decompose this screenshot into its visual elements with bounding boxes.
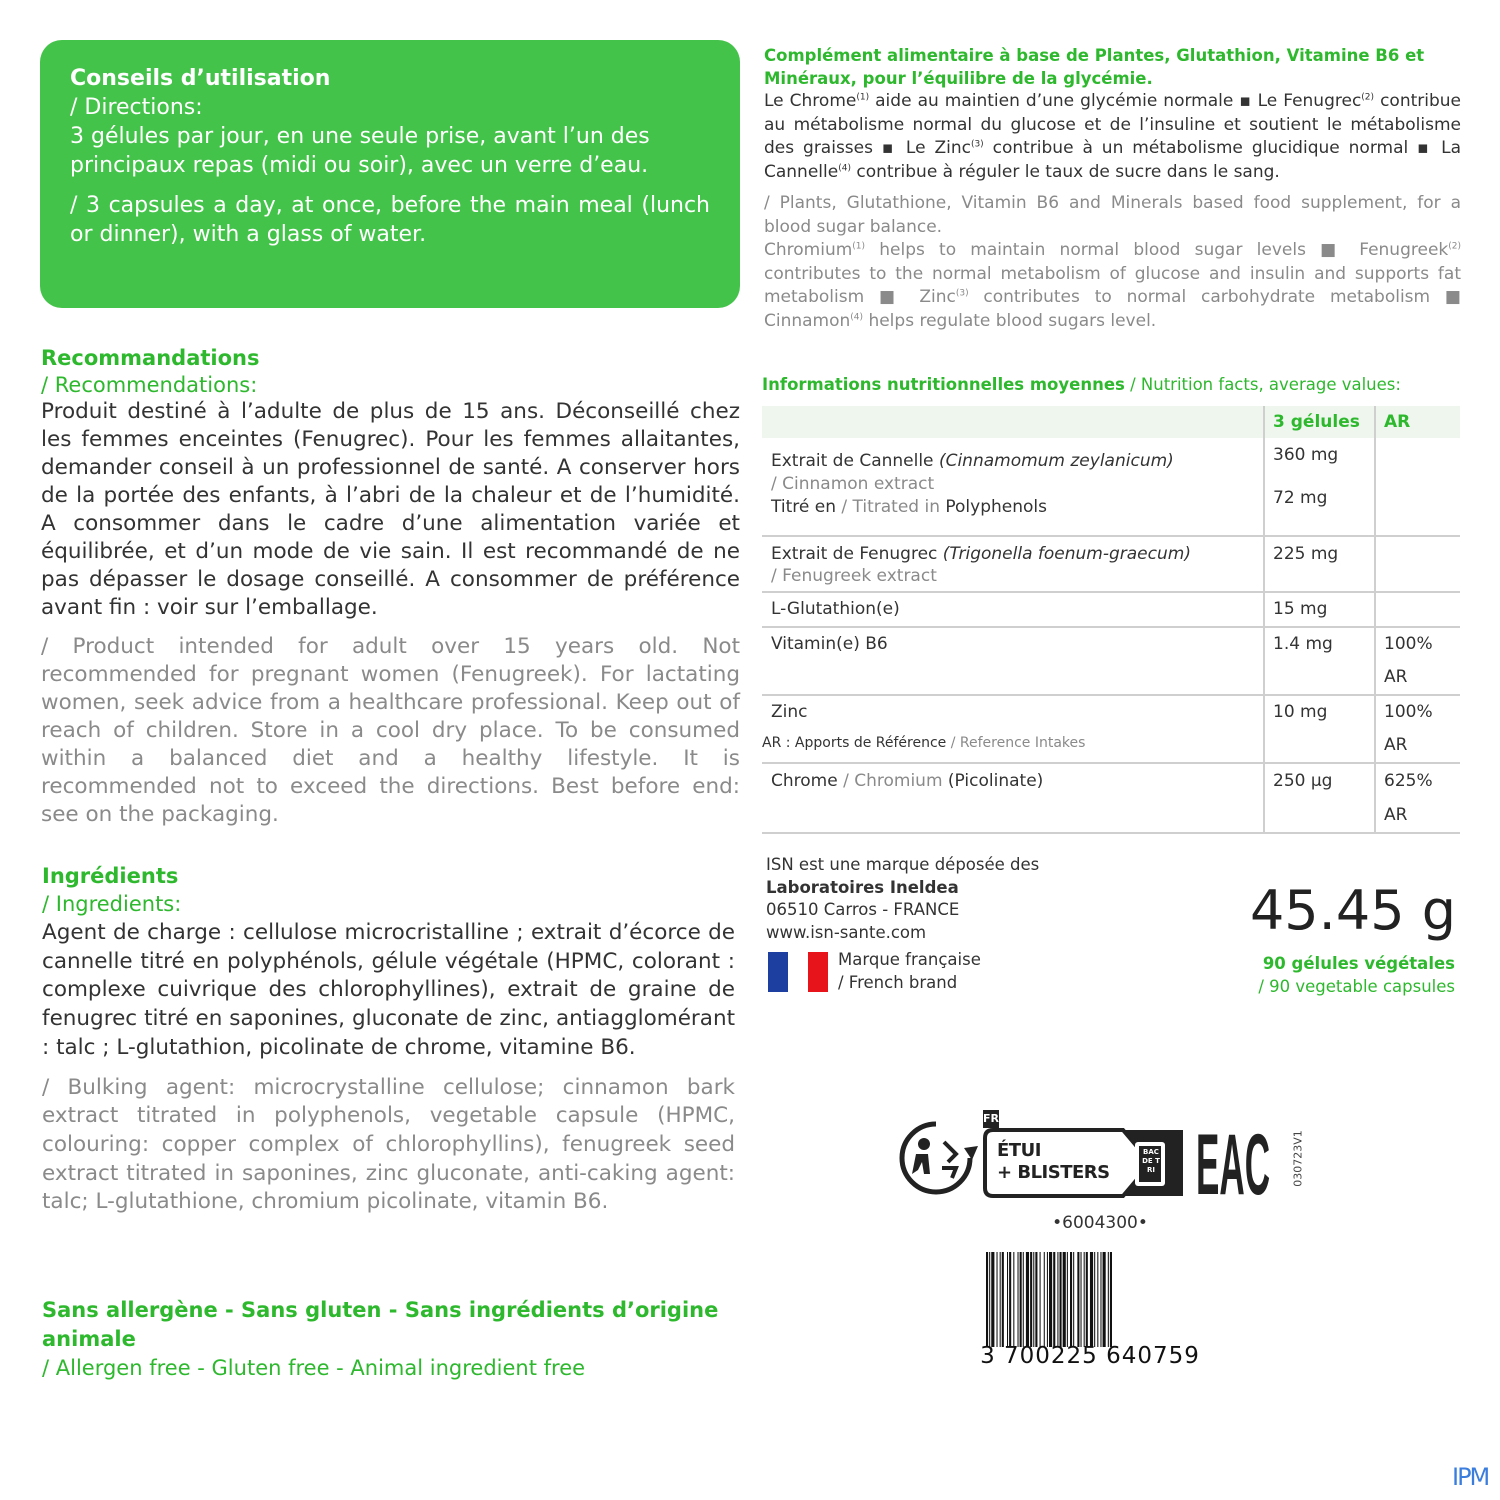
recommendations-text-en: / Product intended for adult over 15 years old. Not recommended for pregnant women (Fenugreek). For lactating women, seek advice from a healthcare professional. Keep out of reach of children. Store in a cool dry place. To be consumed within a balanced diet and a healthy lifestyle. It is recommended not to exceed the directions. Best before end: see on the packaging. [41,634,740,827]
recommendations-subtitle: / Recommendations: [41,373,258,397]
allergen-fr: Sans allergène - Sans gluten - Sans ingrédients d’origine animale [42,1298,719,1351]
col-ar-header: AR [1375,406,1460,438]
brand-website: www.isn-sante.com [766,922,927,942]
directions-text-en: / 3 capsules a day, at once, before the main meal (lunch or dinner), with a glass of water. [70,193,710,247]
ingredients-subtitle: / Ingredients: [42,892,182,916]
recommendations-text-fr: Produit destiné à l’adulte de plus de 15 ans. Déconseillé chez les femmes enceintes (Fenugrec). Pour les femmes allaitantes, demander conseil à un professionnel de santé. A conserver hors de la portée des enfants, à l’abri de la chaleur et de l’humidité. A consommer dans le cadre d’une alimentation variée et équilibrée, et d’un mode de vie sain. Il est recommandé de ne pas dépasser le dosage conseillé. A consommer de préférence avant fin : voir sur l’emballage. [41,399,740,620]
description-en-headline: / Plants, Glutathione, Vitamin B6 and Minerals based food supplement, for a blood sugar balance. [764,193,1461,237]
brand-line1: ISN est une marque déposée des [766,855,1040,874]
description-fr [764,90,1461,184]
claim-zinc: Le Zinc$^{(3)}$ contribue à un métabolisme glucidique normal ▪ [905,138,1442,158]
allergen-section [42,1296,738,1383]
french-brand-label: Marque française / French brand [838,950,981,992]
claim-zinc-en: Zinc$^{(3)}$ contributes to normal carbohydrate metabolism ■ [919,287,1461,307]
brand-info [766,854,1039,944]
barcode-digits: 3 700225 640759 [980,1343,1200,1369]
recycling-label: ÉTUI + BLISTERS [997,1140,1110,1183]
nutrition-header-row [762,406,1460,438]
directions-title: Conseils d’utilisation [70,66,331,91]
svg-text:EAC: EAC [1196,1128,1270,1196]
claim-chrome: Le Chrome$^{(1)}$ aide au maintien d’une glycémie normale ▪ [764,91,1258,111]
claim-fenugrec: Le Fenugrec$^{(2)}$ contribue au métabolisme normal du glucose et de l’insuline et soutient le métabolisme des graisses ▪ [764,91,1462,158]
table-row: Chrome / Chromium (Picolinate) 250 µg 625% AR [762,763,1460,833]
directions-subtitle: / Directions: [70,95,203,120]
directions-text-fr: 3 gélules par jour, en une seule prise, avant l’un des principaux repas (midi ou soir), avec un verre d’eau. [70,124,650,178]
ingredients-text-fr: Agent de charge : cellulose microcristalline ; extrait d’écorce de cannelle titré en polyphénols, gélule végétale (HPMC, colorant : complexe cuivrique des chlorophyllines), extrait de graine de fenugrec titré en saponines, gluconate de zinc, antiagglomérant : talc ; L-glutathion, picolinate de chrome, vitamine B6. [42,920,735,1060]
ingredients-title: Ingrédients [42,864,179,888]
net-weight: 45.45 g [1249,879,1456,942]
claim-chromium: Chromium$^{(1)}$ helps to maintain normal blood sugar levels ■ [764,240,1360,260]
flag-blue [768,952,788,992]
table-row: Vitamin(e) B6 1.4 mg 100% AR [762,627,1460,695]
eac-mark-icon [1196,1128,1270,1196]
bac-de-tri-label: BAC DE TRI [1142,1148,1160,1174]
claim-fenugreek: Fenugreek$^{(2)}$ contributes to the normal metabolism of glucose and insulin and supports fat metabolism ■ [764,240,1461,307]
directions-box [40,40,740,308]
barcode-icon [986,1252,1208,1347]
product-code: •6004300• [1052,1213,1148,1233]
ingredients-section [42,862,735,1217]
capsule-count: 90 gélules végétales / 90 vegetable capsules [1258,954,1455,996]
ingredients-text-en: / Bulking agent: microcrystalline cellulose; cinnamon bark extract titrated in polyphenols, vegetable capsule (HPMC, colouring: copper complex of chlorophyllins), fenugreek seed extract titrated in saponines, zinc gluconate, anti-caking agent: talc; L-glutathione, chromium picolinate, vitamin B6. [42,1074,735,1215]
recommendations-section [41,344,740,829]
table-row: Zinc 10 mg 100% AR [762,695,1460,763]
brand-company: Laboratoires Ineldea [766,877,959,897]
brand-address: 06510 Carros - FRANCE [766,900,960,919]
table-row: L-Glutathion(e) 15 mg [762,592,1460,627]
nutrition-footnote: AR : Apports de Référence / Reference Intakes [762,735,1086,751]
recycling-country: FR [983,1110,999,1128]
col-dose-header: 3 gélules [1264,406,1375,438]
corner-logo: IPM [1452,1463,1489,1491]
allergen-en: / Allergen free - Gluten free - Animal ingredient free [42,1356,586,1380]
nutrition-title: Informations nutritionnelles moyennes / Nutrition facts, average values: [762,375,1401,394]
description-en [764,239,1461,333]
recommendations-title: Recommandations [41,346,260,370]
batch-code: 030723V1 [1291,1130,1305,1187]
claim-cinnamon: Cinnamon$^{(4)}$ helps regulate blood sugars level. [764,310,1157,331]
table-row: Extrait de Cannelle (Cinnamomum zeylanicum) / Cinnamon extract Titré en / Titrated in Polyphenols 360 mg 72 mg [762,438,1460,536]
claim-cannelle: La Cannelle$^{(4)}$ contribue à réguler le taux de sucre dans le sang. [764,138,1461,182]
table-row: Extrait de Fenugrec (Trigonella foenum-graecum) / Fenugreek extract 225 mg [762,536,1460,592]
triman-icon [894,1118,978,1198]
flag-red [808,952,828,992]
nutrition-table [762,406,1460,834]
flag-white [788,952,808,992]
french-flag-icon [768,952,828,992]
description-headline: Complément alimentaire à base de Plantes, Glutathion, Vitamine B6 et Minéraux, pour l’équilibre de la glycémie. [764,46,1425,88]
description-section [764,44,1461,333]
